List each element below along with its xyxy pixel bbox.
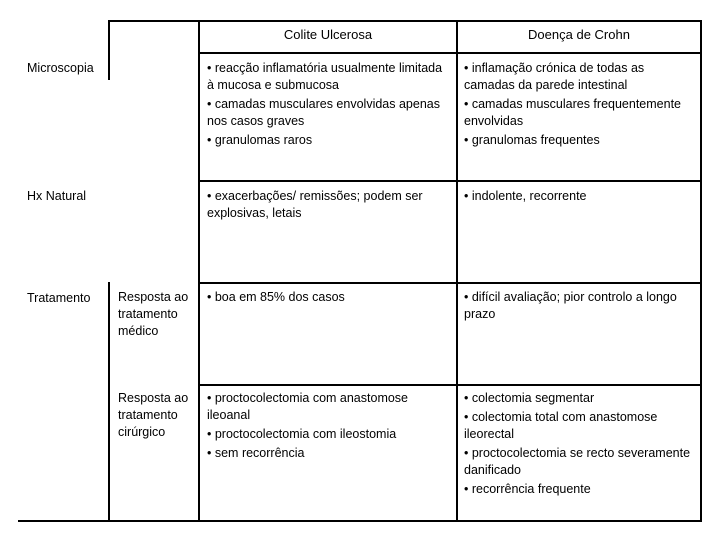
sub-label-tratamento-medico: Resposta ao tratamento médico: [118, 290, 189, 338]
grid-line-h3: [198, 180, 702, 182]
list-item: • difícil avaliação; pior controlo a longo prazo: [464, 289, 696, 323]
list-item: • granulomas frequentes: [464, 132, 696, 149]
microscopia-ulcerosa-list: [207, 60, 451, 151]
list-item: • inflamação crónica de todas as camadas da parede intestinal: [464, 60, 696, 94]
grid-line-h4: [198, 282, 702, 284]
list-item: • proctocolectomia se recto severamente danificado: [464, 445, 696, 479]
hx-natural-crohn-list: [464, 188, 696, 207]
grid-line-v5: [700, 20, 702, 522]
list-item: • sem recorrência: [207, 445, 451, 462]
grid-line-v2: [108, 282, 110, 522]
grid-line-h1: [108, 20, 702, 22]
grid-line-h6: [18, 520, 702, 522]
hx-natural-ulcerosa-list: [207, 188, 453, 224]
sub-label-tratamento-cirurgico: Resposta ao tratamento cirúrgico: [118, 391, 189, 439]
header-colite-ulcerosa: Colite Ulcerosa: [283, 27, 373, 42]
cirurgico-crohn-list: [464, 390, 696, 500]
medico-crohn-list: [464, 289, 696, 325]
list-item: • camadas musculares envolvidas apenas nos casos graves: [207, 96, 451, 130]
row-label-microscopia: Microscopia: [27, 61, 94, 75]
list-item: • proctocolectomia com anastomose ileoanal: [207, 390, 451, 424]
grid-line-v4: [456, 20, 458, 522]
medico-ulcerosa-list: [207, 289, 451, 308]
list-item: • proctocolectomia com ileostomia: [207, 426, 451, 443]
grid-line-v1: [108, 20, 110, 80]
list-item: • colectomia total com anastomose ileorectal: [464, 409, 696, 443]
list-item: • recorrência frequente: [464, 481, 696, 498]
cirurgico-ulcerosa-list: [207, 390, 451, 464]
list-item: • reacção inflamatória usualmente limitada à mucosa e submucosa: [207, 60, 451, 94]
list-item: • granulomas raros: [207, 132, 451, 149]
header-doenca-crohn: Doença de Crohn: [528, 27, 630, 42]
list-item: • boa em 85% dos casos: [207, 289, 451, 306]
list-item: • camadas musculares frequentemente envolvidas: [464, 96, 696, 130]
list-item: • exacerbações/ remissões; podem ser explosivas, letais: [207, 188, 453, 222]
list-item: • indolente, recorrente: [464, 188, 696, 205]
row-label-hx-natural: Hx Natural: [27, 189, 87, 203]
grid-line-h2: [198, 52, 702, 54]
grid-line-v3: [198, 20, 200, 522]
grid-line-h5: [198, 384, 702, 386]
row-label-tratamento: Tratamento: [27, 291, 91, 305]
list-item: • colectomia segmentar: [464, 390, 696, 407]
microscopia-crohn-list: [464, 60, 696, 151]
